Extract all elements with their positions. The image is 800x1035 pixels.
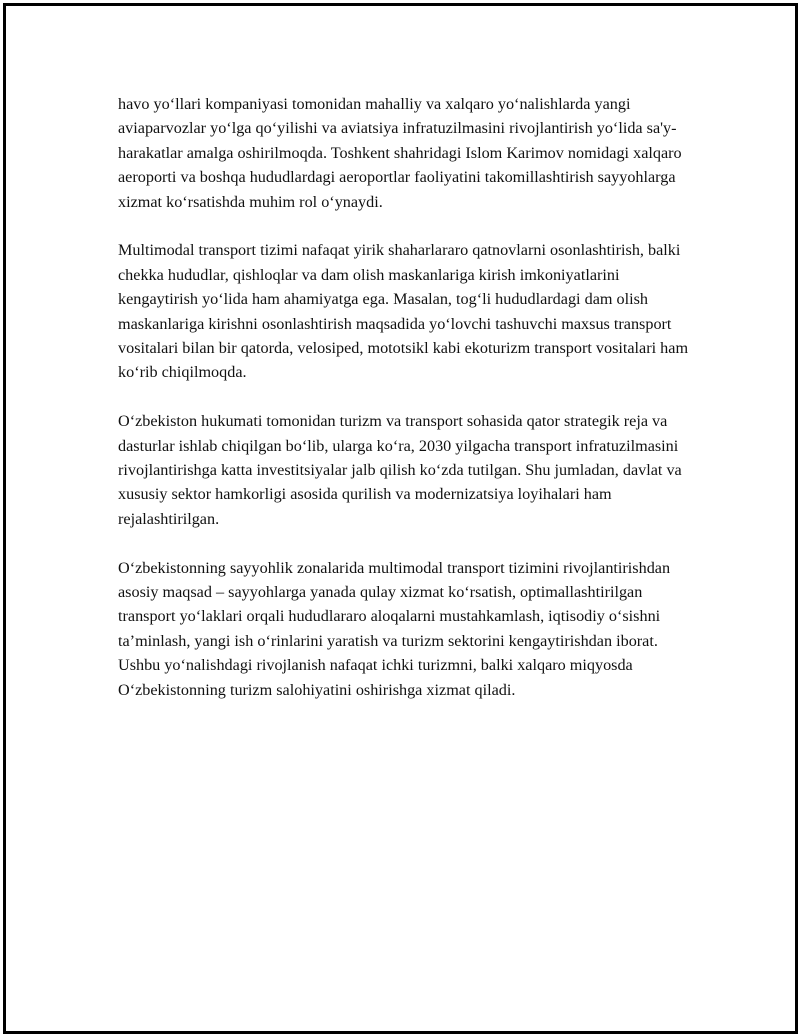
paragraph-government-strategy: O‘zbekiston hukumati tomonidan turizm va transport sohasida qator strategik reja va dasturlar ishlab chiqilgan bo‘lib, ularga ko‘ra, 2030 yilgacha transport infratuzilmasini rivojlantirishga katta investitsiyalar jalb qilish ko‘zda tutilgan. Shu jumladan, davlat va xususiy sektor hamkorligi asosida qurilish va modernizatsiya loyihalari ham rejalashtirilgan.: [118, 412, 682, 528]
paragraph-multimodal-transport: Multimodal transport tizimi nafaqat yirik shaharlararo qatnovlarni osonlashtirish, balki chekka hududlar, qishloqlar va dam olish maskanlariga kirish imkoniyatlarini kengaytirish yo‘lida ham ahamiyatga ega. Masalan, tog‘li hududlardagi dam olish maskanlariga kirishni osonlashtirish maqsadida yo‘lovchi tashuvchi maxsus transport vositalari bilan bir qatorda, velosiped, mototsikl kabi ekoturizm transport vositalari ham ko‘rib chiqilmoqda.: [118, 241, 689, 382]
document-body: [118, 92, 698, 727]
paragraph-aviation: havo yo‘llari kompaniyasi tomonidan mahalliy va xalqaro yo‘nalishlarda yangi aviaparvozlar yo‘lga qo‘yilishi va aviatsiya infratuzilmasini rivojlantirish yo‘lida sa'y-harakatlar amalga oshirilmoqda. Toshkent shahridagi Islom Karimov nomidagi xalqaro aeroporti va boshqa hududlardagi aeroportlar faoliyatini takomillashtirish sayyohlarga xizmat ko‘rsatishda muhim rol o‘ynaydi.: [118, 95, 682, 211]
paragraph-main-goal: O‘zbekistonning sayyohlik zonalarida multimodal transport tizimini rivojlantirishdan asosiy maqsad – sayyohlarga yanada qulay xizmat ko‘rsatish, optimallashtirilgan transport yo‘laklari orqali hududlararo aloqalarni mustahkamlash, iqtisodiy o‘sishni ta’minlash, yangi ish o‘rinlarini yaratish va turizm sektorini kengaytirishdan iborat. Ushbu yo‘nalishdagi rivojlanish nafaqat ichki turizmni, balki xalqaro miqyosda O‘zbekistonning turizm salohiyatini oshirishga xizmat qiladi.: [118, 558, 671, 699]
